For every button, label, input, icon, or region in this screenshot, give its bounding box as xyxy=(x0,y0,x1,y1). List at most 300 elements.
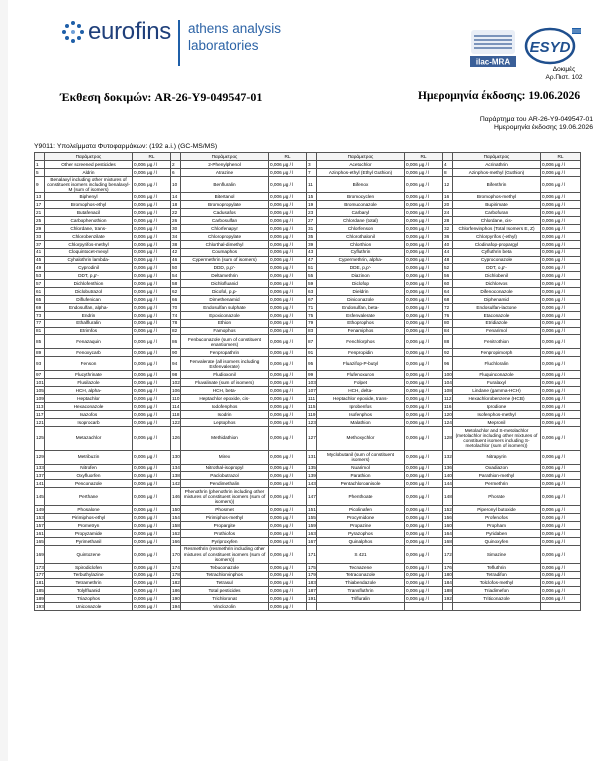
param-name: Chlorfenvinphos (Total Isomers E, Z) xyxy=(453,224,541,232)
param-rl: 0,006 μg / l xyxy=(269,488,307,506)
param-number: 67 xyxy=(307,295,317,303)
param-rl: 0,006 μg / l xyxy=(133,248,171,256)
param-name: Iprodione xyxy=(453,402,541,410)
param-name: Triazophos xyxy=(45,595,133,603)
param-number: 149 xyxy=(36,507,44,513)
param-rl: 0,006 μg / l xyxy=(269,480,307,488)
param-number: 42 xyxy=(171,248,181,256)
param-name: Fenvalerate (all isomers including Esfenvalerate) xyxy=(181,357,269,371)
param-number: 78 xyxy=(171,319,181,327)
param-number: 191 xyxy=(308,596,316,602)
param-name: Tetraconazole xyxy=(317,571,405,579)
param-name: Dieldrin xyxy=(317,288,405,296)
param-name: Hexaconazole xyxy=(45,402,133,410)
param-rl: 0,006 μg / l xyxy=(541,319,581,327)
param-rl: 0,006 μg / l xyxy=(405,335,443,349)
param-name: Bromophos-methyl xyxy=(453,193,541,201)
param-name: Fenpropathrin xyxy=(181,349,269,357)
param-name: Tefluthrin xyxy=(453,563,541,571)
param-name: Terbuthylazine xyxy=(45,571,133,579)
param-name: Ethoprophos xyxy=(317,319,405,327)
param-number: 143 xyxy=(308,481,316,487)
table-row xyxy=(35,603,581,611)
param-name: Chlorpyrifos (-ethyl) xyxy=(453,232,541,240)
param-rl: 0,006 μg / l xyxy=(133,168,171,176)
param-name: Biphenyl xyxy=(45,193,133,201)
param-number: 55 xyxy=(307,272,317,280)
param-name: Nitrofen xyxy=(45,464,133,472)
param-rl: 0,006 μg / l xyxy=(269,571,307,579)
param-rl: 0,006 μg / l xyxy=(541,464,581,472)
param-name: Metribuzin xyxy=(45,450,133,464)
param-rl: 0,006 μg / l xyxy=(405,264,443,272)
param-number: 64 xyxy=(443,288,453,296)
issue-date: Ημερομηνία έκδοσης: 19.06.2026 xyxy=(418,90,581,102)
param-number: 75 xyxy=(307,311,317,319)
param-number: 163 xyxy=(308,530,316,536)
param-name: Iprobenfos xyxy=(317,402,405,410)
param-number: 164 xyxy=(444,530,452,536)
param-number: 89 xyxy=(35,349,45,357)
param-number: 79 xyxy=(307,319,317,327)
param-number: 80 xyxy=(443,319,453,327)
param-number: 37 xyxy=(35,240,45,248)
param-rl: 0,006 μg / l xyxy=(269,387,307,395)
param-name: Tolclofos-methyl xyxy=(453,579,541,587)
param-number: 23 xyxy=(307,209,317,217)
param-number: 151 xyxy=(308,507,316,513)
header-param: Παράμετρος xyxy=(45,153,133,161)
param-name: Flusilazole xyxy=(45,379,133,387)
param-name: Cloquintocet-mexyl xyxy=(45,248,133,256)
param-number: 98 xyxy=(171,371,181,379)
param-name: Transfluthrin xyxy=(317,587,405,595)
param-number: 111 xyxy=(308,395,316,401)
table-row xyxy=(35,480,581,488)
param-rl: 0,006 μg / l xyxy=(405,161,443,169)
param-number: 122 xyxy=(172,419,180,425)
param-rl: 0,006 μg / l xyxy=(541,272,581,280)
param-rl: 0,006 μg / l xyxy=(405,176,443,193)
param-rl: 0,006 μg / l xyxy=(269,545,307,563)
param-rl: 0,006 μg / l xyxy=(269,280,307,288)
accreditation-text xyxy=(534,66,594,82)
param-name: Tetramethrin xyxy=(45,579,133,587)
param-number: 171 xyxy=(307,545,317,563)
param-number: 161 xyxy=(36,530,44,536)
header-no xyxy=(171,153,181,161)
lab-name-line1: athens analysis xyxy=(188,21,282,36)
param-number: 152 xyxy=(444,507,452,513)
header-param: Παράμετρος xyxy=(181,153,269,161)
param-number: 128 xyxy=(443,426,453,450)
param-number: 192 xyxy=(444,596,452,602)
param-name: Bifenthrin xyxy=(453,176,541,193)
param-name: Cadusafos xyxy=(181,209,269,217)
param-name: Trichloronat xyxy=(181,595,269,603)
param-rl: 0,006 μg / l xyxy=(269,595,307,603)
param-number: 118 xyxy=(172,411,180,417)
param-number: 25 xyxy=(35,217,45,225)
param-rl: 0,006 μg / l xyxy=(269,506,307,514)
param-number: 167 xyxy=(308,538,316,544)
param-number: 61 xyxy=(35,288,45,296)
param-rl: 0,006 μg / l xyxy=(541,529,581,537)
param-number: 56 xyxy=(443,272,453,280)
brand-name: eurofins xyxy=(88,18,171,45)
param-name: Flufenoxuron xyxy=(317,371,405,379)
param-name: Pirimiphos-methyl xyxy=(181,514,269,522)
param-name: Fludioxonil xyxy=(181,371,269,379)
param-number: 108 xyxy=(444,387,452,393)
param-name: Azinphos-methyl (Guthion) xyxy=(453,168,541,176)
table-row xyxy=(35,488,581,506)
param-name: Phorate xyxy=(453,488,541,506)
param-name: Esfenvalerate xyxy=(317,311,405,319)
param-name: Azinphos-ethyl (Ethyl Guthion) xyxy=(317,168,405,176)
param-number: 81 xyxy=(35,327,45,335)
param-number: 183 xyxy=(308,580,316,586)
param-rl: 0,006 μg / l xyxy=(405,529,443,537)
param-name: Quinoxyfen xyxy=(453,537,541,545)
table-row xyxy=(35,303,581,311)
param-name: Coumaphos xyxy=(181,248,269,256)
param-number: 39 xyxy=(307,240,317,248)
param-name: Vinclozolin xyxy=(181,603,269,611)
param-rl: 0,006 μg / l xyxy=(405,579,443,587)
param-number: 184 xyxy=(444,580,452,586)
param-name: Hexachlorobenzene (HCB) xyxy=(453,394,541,402)
param-name: Triadimefon xyxy=(453,587,541,595)
param-name: Malathion xyxy=(317,418,405,426)
param-rl: 0,006 μg / l xyxy=(405,224,443,232)
param-name: Mepronil xyxy=(453,418,541,426)
param-rl: 0,006 μg / l xyxy=(405,327,443,335)
param-rl: 0,006 μg / l xyxy=(541,426,581,450)
param-rl: 0,006 μg / l xyxy=(269,193,307,201)
param-rl: 0,006 μg / l xyxy=(405,514,443,522)
table-row xyxy=(35,379,581,387)
param-rl: 0,006 μg / l xyxy=(541,402,581,410)
param-number: 13 xyxy=(35,193,45,201)
param-number: 127 xyxy=(307,426,317,450)
param-name: Carbaryl xyxy=(317,209,405,217)
param-number: 65 xyxy=(35,295,45,303)
param-rl: 0,006 μg / l xyxy=(405,319,443,327)
param-rl: 0,006 μg / l xyxy=(541,480,581,488)
table-row xyxy=(35,357,581,371)
param-number: 156 xyxy=(444,514,452,520)
param-name: Procymidone xyxy=(317,514,405,522)
param-rl: 0,006 μg / l xyxy=(133,240,171,248)
table-row xyxy=(35,418,581,426)
param-name: DDE, p,p'- xyxy=(317,264,405,272)
param-name: Tetrachlorvinphos xyxy=(181,571,269,579)
param-rl: 0,006 μg / l xyxy=(269,224,307,232)
param-number: 101 xyxy=(36,380,44,386)
accreditation-line1: Δοκιμές xyxy=(552,66,576,73)
param-name: Iodofenphos xyxy=(181,402,269,410)
param-rl: 0,006 μg / l xyxy=(541,168,581,176)
param-rl: 0,006 μg / l xyxy=(541,587,581,595)
param-rl: 0,006 μg / l xyxy=(541,193,581,201)
table-row xyxy=(35,402,581,410)
param-name: Chlorthal-dimethyl xyxy=(181,240,269,248)
param-name: Bromopropylate xyxy=(181,201,269,209)
param-rl: 0,006 μg / l xyxy=(269,529,307,537)
appendix-line1: Παράρτημα του AR-26-Y9-049547-01 xyxy=(479,116,593,123)
param-number: 179 xyxy=(308,572,316,578)
table-row xyxy=(35,327,581,335)
param-number: 17 xyxy=(35,201,45,209)
pesticide-results-table xyxy=(34,152,581,611)
param-rl: 0,006 μg / l xyxy=(269,168,307,176)
param-name: DDT, o,p'- xyxy=(453,264,541,272)
param-name: Pirimiphos-ethyl xyxy=(45,514,133,522)
param-name: Dichlofenthion xyxy=(45,280,133,288)
param-rl: 0,006 μg / l xyxy=(133,311,171,319)
param-rl: 0,006 μg / l xyxy=(269,402,307,410)
param-number: 35 xyxy=(307,232,317,240)
param-rl: 0,006 μg / l xyxy=(133,209,171,217)
param-name: Diazinon xyxy=(317,272,405,280)
param-number: 28 xyxy=(443,217,453,225)
param-number: 170 xyxy=(171,545,181,563)
param-rl: 0,006 μg / l xyxy=(405,357,443,371)
param-name: Bifenox xyxy=(317,176,405,193)
param-number: 112 xyxy=(444,395,452,401)
table-row xyxy=(35,280,581,288)
param-number: 188 xyxy=(444,588,452,594)
param-number: 100 xyxy=(444,372,452,378)
param-name: Pyrimethanil xyxy=(45,537,133,545)
param-name: Atrazine xyxy=(181,168,269,176)
param-number: 69 xyxy=(35,303,45,311)
header-param: Παράμετρος xyxy=(317,153,405,161)
table-row xyxy=(35,224,581,232)
param-name: Propazine xyxy=(317,522,405,530)
table-row xyxy=(35,209,581,217)
param-name: Endosulfan, alpha- xyxy=(45,303,133,311)
param-name: Etaconazole xyxy=(453,311,541,319)
param-rl: 0,006 μg / l xyxy=(133,217,171,225)
param-rl: 0,006 μg / l xyxy=(405,472,443,480)
param-name: Acetochlor xyxy=(317,161,405,169)
param-rl: 0,006 μg / l xyxy=(541,371,581,379)
param-name: Fenpropimorph xyxy=(453,349,541,357)
param-number: 38 xyxy=(171,240,181,248)
param-rl: 0,006 μg / l xyxy=(269,248,307,256)
header-no xyxy=(443,153,453,161)
table-row xyxy=(35,537,581,545)
param-number: 157 xyxy=(36,522,44,528)
param-name: Isofenphos-methyl xyxy=(453,410,541,418)
param-number: 147 xyxy=(307,488,317,506)
param-number: 11 xyxy=(307,176,317,193)
param-name: Carbosulfan xyxy=(181,217,269,225)
eurofins-dots-icon xyxy=(62,21,84,43)
table-row xyxy=(35,563,581,571)
param-number: 123 xyxy=(308,419,316,425)
param-name: Chlorfenapyr xyxy=(181,224,269,232)
table-row xyxy=(35,522,581,530)
param-number: 136 xyxy=(444,465,452,471)
param-number: 109 xyxy=(36,395,44,401)
param-name: DDT, p,p'- xyxy=(45,272,133,280)
param-name: Dichlobenil xyxy=(453,272,541,280)
param-number: 43 xyxy=(307,248,317,256)
param-rl: 0,006 μg / l xyxy=(269,563,307,571)
param-rl: 0,006 μg / l xyxy=(541,349,581,357)
param-rl: 0,006 μg / l xyxy=(269,264,307,272)
param-number: 50 xyxy=(171,264,181,272)
param-rl: 0,006 μg / l xyxy=(541,418,581,426)
param-rl: 0,006 μg / l xyxy=(405,217,443,225)
param-number: 90 xyxy=(171,349,181,357)
table-row xyxy=(35,168,581,176)
param-number: 7 xyxy=(307,168,317,176)
param-name: Bromocyclen xyxy=(317,193,405,201)
table-row xyxy=(35,161,581,169)
param-rl: 0,006 μg / l xyxy=(541,545,581,563)
param-number: 31 xyxy=(307,224,317,232)
param-number: 30 xyxy=(171,224,181,232)
param-rl: 0,006 μg / l xyxy=(269,472,307,480)
param-name: Dimethenamid xyxy=(181,295,269,303)
param-name: Endrin xyxy=(45,311,133,319)
param-name: Chlordane (total) xyxy=(317,217,405,225)
param-rl: 0,006 μg / l xyxy=(269,522,307,530)
param-rl: 0,006 μg / l xyxy=(133,394,171,402)
param-rl: 0,006 μg / l xyxy=(405,311,443,319)
table-row xyxy=(35,587,581,595)
table-row xyxy=(35,193,581,201)
param-number: 140 xyxy=(444,473,452,479)
param-rl: 0,006 μg / l xyxy=(133,472,171,480)
param-number: 116 xyxy=(444,403,452,409)
param-name: Dichlofluanid xyxy=(181,280,269,288)
param-rl: 0,006 μg / l xyxy=(269,288,307,296)
table-header-row xyxy=(35,153,581,161)
param-rl: 0,006 μg / l xyxy=(541,201,581,209)
param-number: 193 xyxy=(36,603,44,609)
param-rl: 0,006 μg / l xyxy=(405,595,443,603)
param-rl: 0,006 μg / l xyxy=(269,161,307,169)
param-name: Tebuconazole xyxy=(181,563,269,571)
param-rl: 0,006 μg / l xyxy=(405,168,443,176)
param-number: 16 xyxy=(443,193,453,201)
param-rl: 0,006 μg / l xyxy=(541,450,581,464)
param-name: Endosulfan-lactone xyxy=(453,303,541,311)
param-rl: 0,006 μg / l xyxy=(133,506,171,514)
param-rl: 0,006 μg / l xyxy=(541,410,581,418)
param-number: 84 xyxy=(443,327,453,335)
param-name: Fluvalinate (sum of isomers) xyxy=(181,379,269,387)
param-rl: 0,006 μg / l xyxy=(405,379,443,387)
param-name: S 421 xyxy=(317,545,405,563)
param-number: 173 xyxy=(36,564,44,570)
param-name: Propham xyxy=(453,522,541,530)
param-rl: 0,006 μg / l xyxy=(541,311,581,319)
param-number: 144 xyxy=(444,481,452,487)
param-rl: 0,006 μg / l xyxy=(133,514,171,522)
param-name: Resmethrin (resmethrin including other mixtures of constituent isomers (sum of isomers)) xyxy=(181,545,269,563)
param-rl: 0,006 μg / l xyxy=(541,224,581,232)
param-number: 1 xyxy=(35,161,45,169)
param-number: 172 xyxy=(443,545,453,563)
param-rl: 0,006 μg / l xyxy=(269,418,307,426)
param-rl: 0,006 μg / l xyxy=(405,426,443,450)
param-name: Pyrazophos xyxy=(317,529,405,537)
param-rl: 0,006 μg / l xyxy=(405,295,443,303)
param-name: HCH, delta- xyxy=(317,387,405,395)
param-number: 160 xyxy=(444,522,452,528)
param-number: 46 xyxy=(171,256,181,264)
param-rl: 0,006 μg / l xyxy=(133,410,171,418)
param-name: Thiabendazole xyxy=(317,579,405,587)
table-row xyxy=(35,295,581,303)
lab-name xyxy=(178,20,320,66)
appendix-note xyxy=(480,116,593,132)
param-name: Butafenacil xyxy=(45,209,133,217)
table-row xyxy=(35,264,581,272)
param-number: 133 xyxy=(36,465,44,471)
accreditation-line2: Αρ.Πιστ. 102 xyxy=(545,74,583,81)
param-number: 4 xyxy=(443,161,453,169)
param-name: Dicofol, p,p- xyxy=(181,288,269,296)
param-rl: 0,006 μg / l xyxy=(133,379,171,387)
param-number: 47 xyxy=(307,256,317,264)
param-rl: 0,006 μg / l xyxy=(405,303,443,311)
param-rl: 0,006 μg / l xyxy=(133,232,171,240)
param-rl: 0,006 μg / l xyxy=(133,450,171,464)
param-number: 63 xyxy=(307,288,317,296)
lab-name-line2: laboratories xyxy=(188,38,259,53)
param-rl: 0,006 μg / l xyxy=(269,272,307,280)
param-rl: 0,006 μg / l xyxy=(269,319,307,327)
param-name: Chloropropylate xyxy=(181,232,269,240)
param-rl: 0,006 μg / l xyxy=(133,603,171,611)
param-number: 153 xyxy=(36,514,44,520)
table-row xyxy=(35,545,581,563)
table-row xyxy=(35,571,581,579)
table-row xyxy=(35,176,581,193)
param-number: 131 xyxy=(307,450,317,464)
param-rl: 0,006 μg / l xyxy=(269,303,307,311)
param-rl: 0,006 μg / l xyxy=(541,327,581,335)
param-number: 60 xyxy=(443,280,453,288)
param-rl: 0,006 μg / l xyxy=(405,349,443,357)
table-row xyxy=(35,272,581,280)
param-rl: 0,006 μg / l xyxy=(133,256,171,264)
param-number: 15 xyxy=(307,193,317,201)
param-rl: 0,006 μg / l xyxy=(133,529,171,537)
param-rl: 0,006 μg / l xyxy=(269,209,307,217)
param-name: Permethrin xyxy=(453,480,541,488)
param-rl: 0,006 μg / l xyxy=(133,272,171,280)
param-name: Nuarimol xyxy=(317,464,405,472)
param-name: Propargite xyxy=(181,522,269,530)
param-name: Deltamethrin xyxy=(181,272,269,280)
param-rl: 0,006 μg / l xyxy=(541,506,581,514)
param-name: Isazofos xyxy=(45,410,133,418)
param-name xyxy=(453,603,541,611)
param-rl xyxy=(405,603,443,611)
param-rl: 0,006 μg / l xyxy=(269,587,307,595)
param-name: Oxyfluorfen xyxy=(45,472,133,480)
param-name: Methoxychlor xyxy=(317,426,405,450)
param-number: 83 xyxy=(307,327,317,335)
